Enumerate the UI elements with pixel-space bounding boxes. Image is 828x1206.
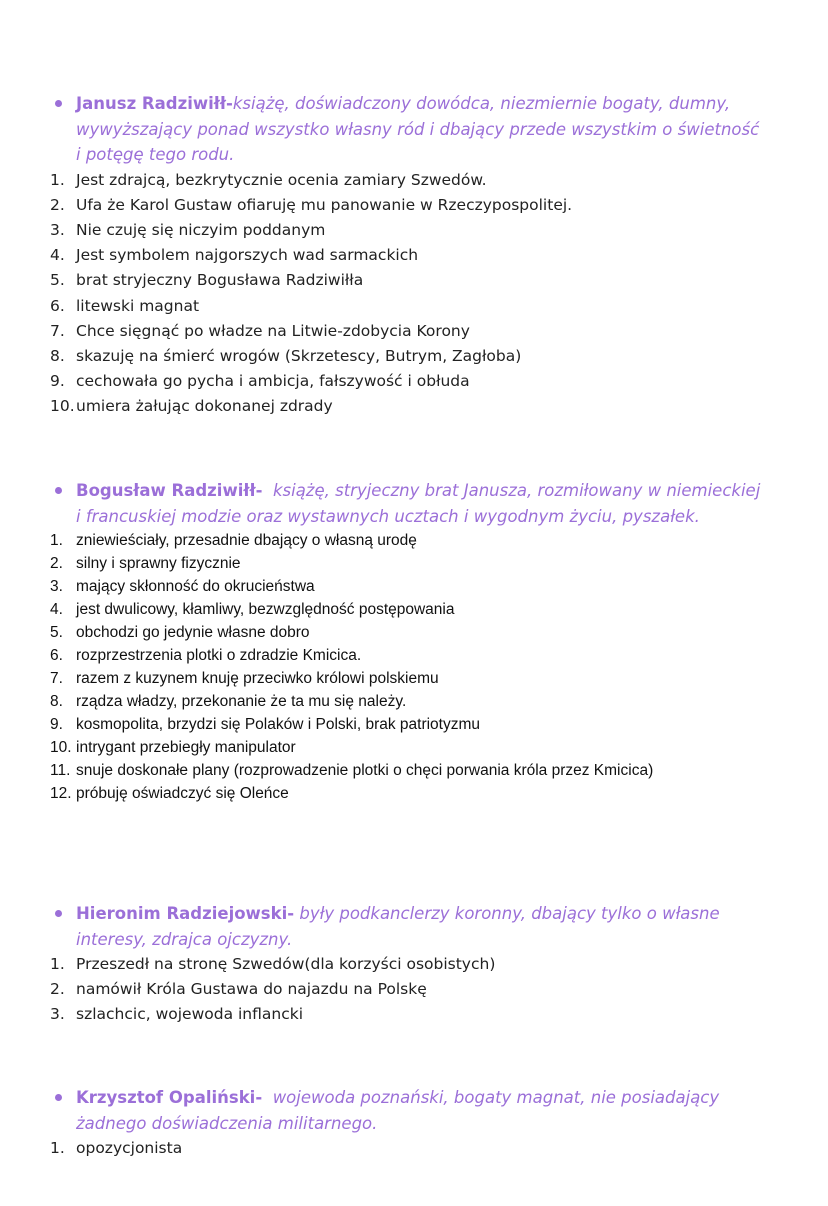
list-item: 8. skazuję na śmierć wrogów (Skrzetescy, Butrym, Zagłoba): [50, 346, 522, 365]
character-name: Bogusław Radziwiłł-: [76, 481, 263, 500]
section-heading: [0, 1085, 828, 1136]
list-item: 1. zniewieściały, przesadnie dbający o własną urodę: [50, 532, 417, 549]
list-item: 12. próbuję oświadczyć się Oleńce: [50, 785, 289, 802]
character-description: były podkanclerzy koronny, dbający tylko o własne interesy, zdrajca ojczyzny.: [76, 904, 720, 949]
list-item: 6. litewski magnat: [50, 296, 200, 315]
trait-list: [0, 952, 828, 1028]
list-item: 2. Ufa że Karol Gustaw ofiaruję mu panowanie w Rzeczypospolitej.: [50, 195, 573, 214]
list-item: 1. opozycjonista: [50, 1139, 183, 1157]
list-item: 7. Chce sięgnąć po władze na Litwie-zdobycia Korony: [50, 321, 470, 340]
bullet-icon: [55, 100, 62, 107]
list-item: 9. cechowała go pycha i ambicja, fałszywość i obłuda: [50, 372, 470, 391]
section-heading: [0, 901, 828, 952]
list-item: 6. rozprzestrzenia plotki o zdradzie Kmicica.: [50, 647, 362, 664]
character-description: książę, doświadczony dowódca, niezmiernie bogaty, dumny, wywyższający ponad wszystko własny ród i dbający przede wszystkim o świetność i potęgę tego rodu.: [76, 94, 760, 164]
list-item: 5. brat stryjeczny Bogusława Radziwiłła: [50, 271, 364, 290]
list-item: 4. jest dwulicowy, kłamliwy, bezwzględność postępowania: [50, 601, 455, 618]
list-item: 4. Jest symbolem najgorszych wad sarmackich: [50, 246, 419, 265]
list-item: 1. Jest zdrajcą, bezkrytycznie ocenia zamiary Szwedów.: [50, 170, 487, 189]
section-heading: [0, 91, 828, 168]
character-description: wojewoda poznański, bogaty magnat, nie posiadający żadnego doświadczenia militarnego.: [76, 1088, 720, 1133]
character-description: książę, stryjeczny brat Janusza, rozmiłowany w niemieckiej i francuskiej modzie oraz wystawnych ucztach i wygodnym życiu, pyszałek.: [76, 481, 761, 526]
character-name: Hieronim Radziejowski-: [76, 904, 295, 923]
section-heading: [0, 478, 828, 529]
bullet-icon: [55, 487, 62, 494]
list-item: 3. szlachcic, wojewoda inflancki: [50, 1005, 304, 1024]
list-item: 10. umiera żałując dokonanej zdrady: [50, 397, 333, 416]
list-item: 1. Przeszedł na stronę Szwedów(dla korzyści osobistych): [50, 955, 496, 973]
list-item: 3. mający skłonność do okrucieństwa: [50, 578, 315, 595]
list-item: 7. razem z kuzynem knuję przeciwko królowi polskiemu: [50, 670, 439, 687]
bullet-icon: [55, 910, 62, 917]
list-item: 11. snuje doskonałe plany (rozprowadzenie plotki o chęci porwania króla przez Kmicica): [50, 762, 654, 779]
character-name: Janusz Radziwiłł-: [76, 94, 233, 113]
list-item: 5. obchodzi go jedynie własne dobro: [50, 624, 310, 641]
trait-list: [0, 1136, 828, 1161]
list-item: 9. kosmopolita, brzydzi się Polaków i Polski, brak patriotyzmu: [50, 716, 481, 733]
section-janusz-radziwill: [0, 91, 828, 420]
character-name: Krzysztof Opaliński-: [76, 1088, 263, 1107]
trait-list: [0, 168, 828, 420]
list-item: 2. namówił Króla Gustawa do najazdu na Polskę: [50, 980, 427, 999]
bullet-icon: [55, 1094, 62, 1101]
section-boguslaw-radziwill: [0, 478, 828, 805]
list-item: 10. intrygant przebiegły manipulator: [50, 739, 296, 756]
trait-list: [0, 529, 828, 805]
list-item: 8. rządza władzy, przekonanie że ta mu się należy.: [50, 693, 407, 710]
list-item: 2. silny i sprawny fizycznie: [50, 555, 241, 572]
section-krzysztof-opalinski: [0, 1085, 828, 1161]
list-item: 3. Nie czuję się niczyim poddanym: [50, 220, 326, 239]
section-hieronim-radziejowski: [0, 901, 828, 1028]
